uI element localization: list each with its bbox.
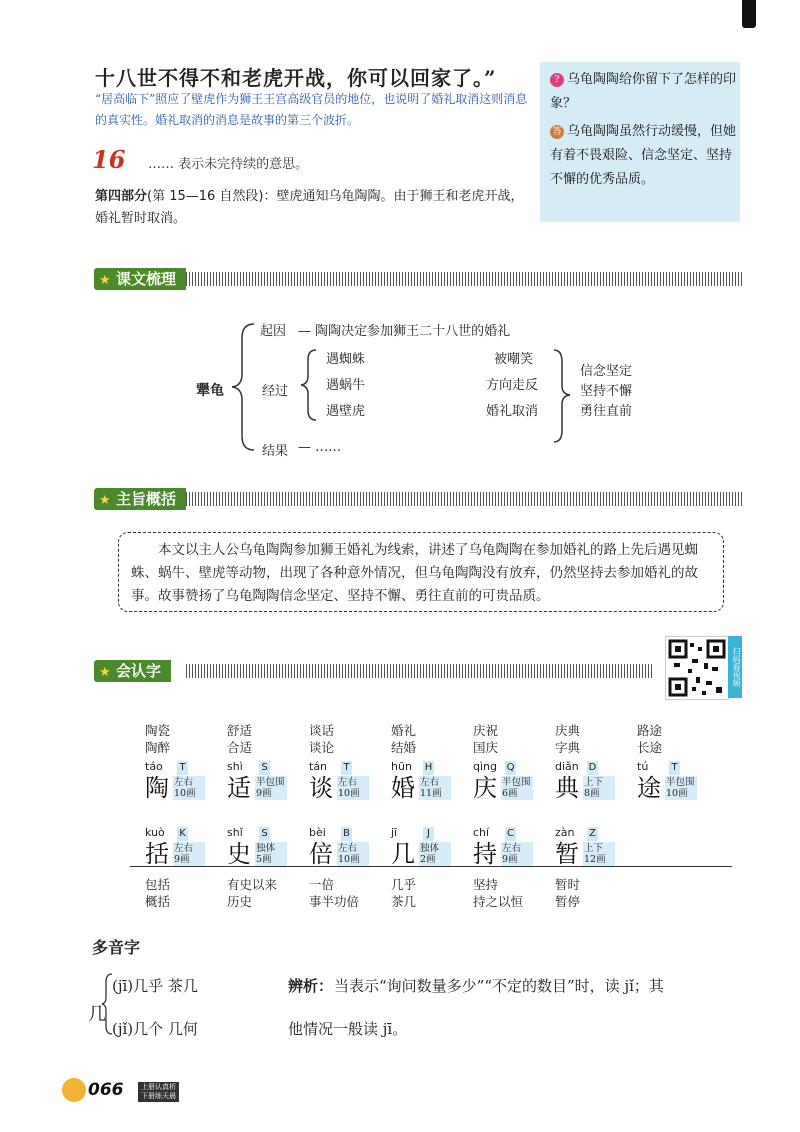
index-letter: Q (506, 762, 515, 773)
index-letter: J (423, 827, 434, 841)
index-letter: H (424, 762, 433, 773)
pinyin: kuò (145, 826, 165, 839)
paragraph-number: 16 (92, 145, 126, 174)
footer-tag: 上册认真析 下册练天晨 (138, 1082, 179, 1102)
question-box (540, 62, 740, 222)
star-icon: ★ (99, 665, 111, 680)
section-divider (186, 492, 742, 506)
hanzi: 婚 (391, 774, 415, 802)
right-brace (550, 346, 576, 446)
cause-text: — 陶陶决定参加狮王二十八世的婚礼 (298, 324, 511, 339)
page-number: 066 (88, 1080, 124, 1100)
char-meta: 左右 9画 (501, 842, 533, 866)
char-meta: 左右 10画 (173, 776, 205, 800)
pinyin: tán (309, 760, 328, 773)
summary-box (118, 532, 724, 612)
char-card (145, 760, 225, 824)
star-icon: ★ (99, 273, 111, 288)
section-header-outline (94, 268, 742, 290)
char-meta: 左右 11画 (419, 776, 451, 800)
index-letter: T (669, 761, 680, 775)
analysis-label: 辨析： (288, 977, 334, 995)
qr-code[interactable] (665, 636, 729, 700)
annotation-text: “居高临下”照应了壁虎作为狮王王宫高级官员的地位，也说明了婚礼取消这则消息的真实性。婚礼取消的消息是故事的第三个波折。 (95, 92, 528, 127)
polyphone-char: 几 (88, 1004, 106, 1025)
char-meta: 上下 12画 (583, 842, 615, 866)
char-meta: 独体 2画 (419, 842, 451, 866)
meet-1: 遇蜘蛛 (326, 352, 366, 367)
result-1: 被嘲笑 (494, 352, 534, 367)
page-footer (62, 1078, 222, 1104)
pinyin: diǎn (555, 760, 579, 773)
end-text: — …… (298, 440, 342, 455)
result-2: 方向走反 (486, 378, 539, 393)
index-letter: K (177, 827, 188, 841)
pinyin: táo (145, 760, 163, 773)
char-card (227, 760, 307, 824)
hanzi: 史 (227, 840, 251, 868)
qr-tag: 扫码看视频 (728, 636, 742, 698)
word-list: 庆典 字典 (555, 723, 581, 755)
char-meta: 左右 9画 (173, 842, 205, 866)
section-tab: ★ 课文梳理 (94, 268, 186, 290)
word-list: 舒适 合适 (227, 723, 253, 755)
question-icon: ? (550, 73, 564, 87)
meet-3: 遇壁虎 (326, 404, 366, 419)
hanzi: 括 (145, 840, 169, 868)
pinyin: shǐ (227, 826, 243, 839)
char-meta: 半包围 9画 (255, 776, 287, 800)
annotation-note (95, 68, 530, 131)
hanzi: 陶 (145, 774, 169, 802)
pinyin: qìng (473, 760, 497, 773)
paragraph-note: …… 表示未完待续的意思。 (148, 157, 309, 172)
question (550, 68, 738, 116)
word-list: 谈话 谈论 (309, 723, 335, 755)
outline-root: 犟龟 (196, 383, 224, 399)
quality-1: 信念坚定 (580, 364, 633, 379)
index-letter: Z (587, 827, 598, 841)
hanzi: 几 (391, 840, 415, 868)
left-brace (228, 320, 258, 454)
word-list: 包括 概括 (145, 877, 171, 909)
word-list: 庆祝 国庆 (473, 723, 499, 755)
pinyin: chí (473, 826, 490, 839)
quality-3: 勇往直前 (580, 404, 633, 419)
index-letter: B (341, 827, 352, 841)
index-letter: D (588, 762, 597, 773)
word-list: 有史以来 历史 (227, 877, 278, 909)
process-label: 经过 (262, 384, 289, 399)
index-letter: T (341, 761, 352, 775)
meet-2: 遇蜗牛 (326, 378, 366, 393)
section-divider (186, 272, 742, 286)
answer-icon: 答 (550, 125, 564, 139)
index-letter: C (505, 827, 516, 841)
hanzi: 暂 (555, 840, 579, 868)
hanzi: 典 (555, 774, 579, 802)
char-meta: 左右 10画 (337, 776, 369, 800)
corner-tab (742, 0, 756, 28)
question-text: 乌龟陶陶给你留下了怎样的印象？ (550, 72, 737, 111)
answer (550, 120, 738, 192)
section-divider (186, 664, 654, 678)
section-tab: ★ 会认字 (94, 660, 171, 682)
star-icon: ★ (99, 493, 111, 508)
char-meta: 独体 5画 (255, 842, 287, 866)
pinyin: jī (391, 826, 398, 839)
word-list: 婚礼 结婚 (391, 723, 417, 755)
polyphone-line-2: (jǐ)几个 几何 (112, 1020, 198, 1038)
char-card (473, 760, 553, 824)
cause-label: 起因 (260, 324, 287, 339)
char-card (391, 760, 471, 824)
part4-label: 第四部分 (95, 189, 148, 204)
hanzi: 适 (227, 774, 251, 802)
word-list: 一倍 事半功倍 (309, 877, 360, 909)
section-header-theme (94, 488, 742, 510)
hanzi: 倍 (309, 840, 333, 868)
part4-summary (95, 186, 525, 230)
quote-line: 十八世不得不和老虎开战，你可以回家了。” (95, 66, 497, 90)
char-card (555, 760, 635, 824)
index-letter: S (259, 761, 270, 775)
hanzi: 庆 (473, 774, 497, 802)
word-list: 暂时 暂停 (555, 877, 581, 909)
word-list: 坚持 持之以恒 (473, 877, 524, 909)
pinyin: bèi (309, 826, 326, 839)
char-meta: 半包围 6画 (501, 776, 533, 800)
result-3: 婚礼取消 (486, 404, 539, 419)
pinyin: zàn (555, 826, 575, 839)
answer-text: 乌龟陶陶虽然行动缓慢，但她有着不畏艰险、信念坚定、坚持不懈的优秀品质。 (550, 124, 737, 187)
qr-code-icon (666, 637, 728, 699)
index-letter: S (259, 827, 270, 841)
mascot-icon (62, 1078, 86, 1102)
quality-2: 坚持不懈 (580, 384, 633, 399)
char-meta: 左右 10画 (337, 842, 369, 866)
analysis-line-2: 他情况一般读 jī。 (288, 1020, 408, 1038)
hanzi: 谈 (309, 774, 333, 802)
hanzi: 持 (473, 840, 497, 868)
section-header-chars (94, 660, 654, 682)
pinyin: tú (637, 760, 649, 773)
word-list: 路途 长途 (637, 723, 663, 755)
polyphone-title: 多音字 (92, 938, 141, 957)
analysis-line-1: 当表示“询问数量多少”“不定的数目”时，读 jǐ；其 (334, 977, 664, 995)
part4-text: (第 15—16 自然段)：壁虎通知乌龟陶陶。由于狮王和老虎开战，婚礼暂时取消。 (95, 189, 524, 226)
char-meta: 上下 8画 (583, 776, 615, 800)
section-tab: ★ 主旨概括 (94, 488, 186, 510)
char-card (309, 760, 389, 824)
pinyin: shì (227, 760, 243, 773)
polyphone-line-1: (jī)几乎 茶几 (112, 977, 198, 995)
char-card (637, 760, 717, 824)
word-list: 几乎 茶几 (391, 877, 417, 909)
end-label: 结果 (262, 444, 289, 459)
pinyin: hūn (391, 760, 412, 773)
index-letter: T (177, 761, 188, 775)
word-list: 陶瓷 陶醉 (145, 723, 171, 755)
hanzi: 途 (637, 774, 661, 802)
process-brace (298, 346, 320, 424)
summary-text: 本文以主人公乌龟陶陶参加狮王婚礼为线索，讲述了乌龟陶陶在参加婚礼的路上先后遇见蜘蛛、蜗牛、壁虎等动物，出现了各种意外情况，但乌龟陶陶没有放弃，仍然坚持去参加婚礼的故事。故事赞扬了乌龟陶陶信念坚定、坚持不懈、勇往直前的可贵品质。 (131, 542, 698, 604)
char-meta: 半包围 10画 (665, 776, 697, 800)
